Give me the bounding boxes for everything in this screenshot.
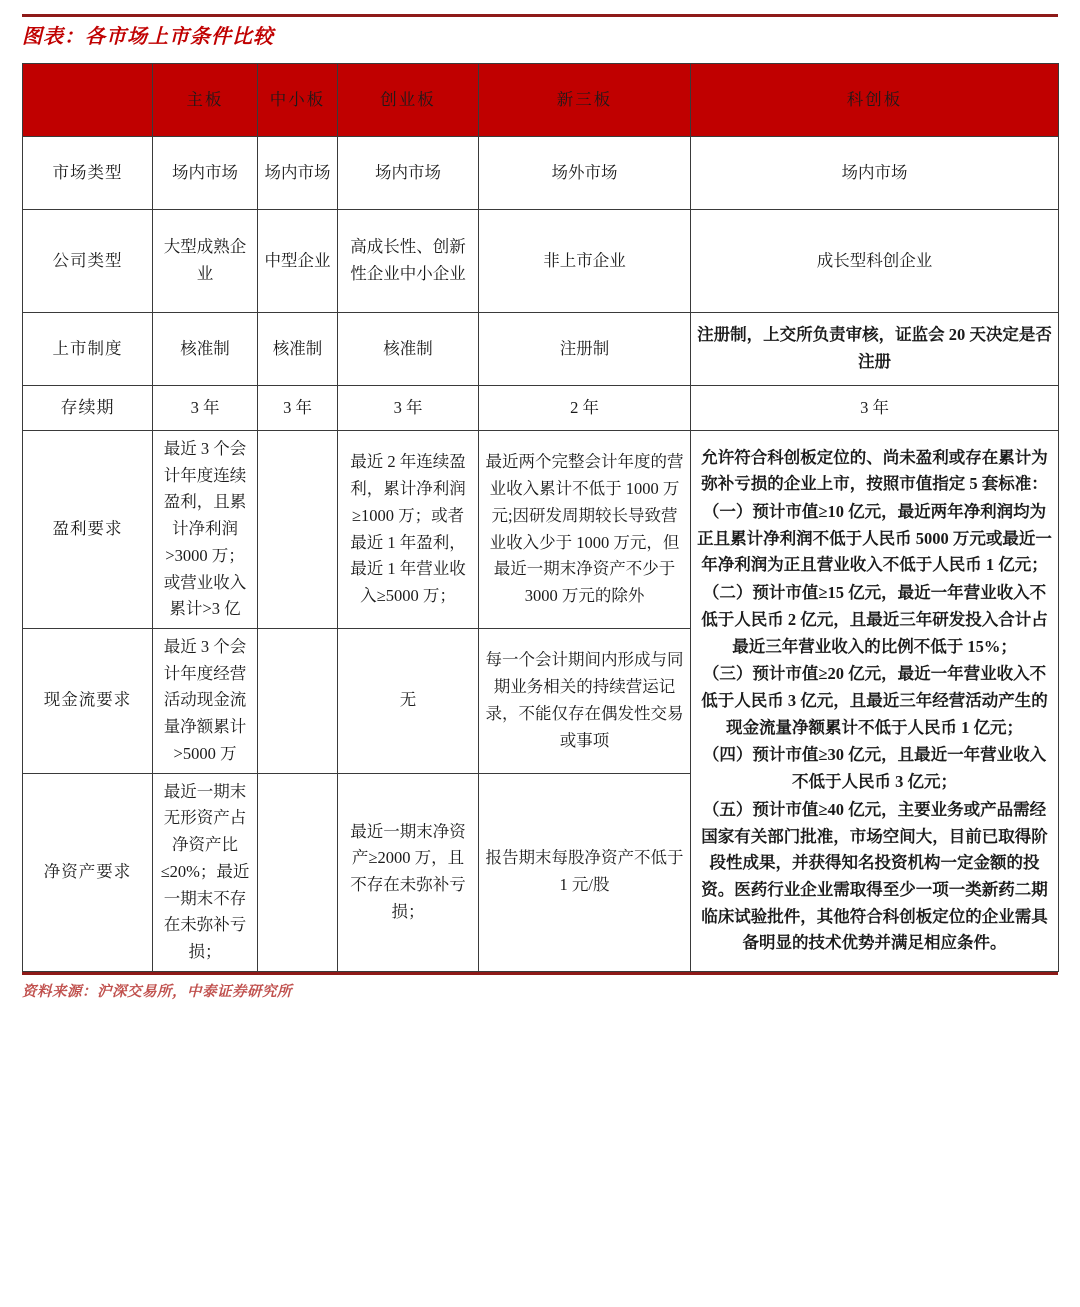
table-row — [23, 210, 1059, 313]
cell-duration-chuangyeban: 3 年 — [338, 386, 479, 431]
cell-cashflow-zhuban: 最近 3 个会计年度经营活动现金流量净额累计>5000 万 — [153, 629, 258, 774]
kechuangban-standard-1: （一）预计市值≥10 亿元，最近两年净利润均为正且累计净利润不低于人民币 5000 万元或最近一年净利润为正且营业收入不低于人民币 1 亿元； — [697, 501, 1052, 575]
kechuangban-standards-lead: 允许符合科创板定位的、尚未盈利或存在累计为弥补亏损的企业上市，按照市值指定 5 套标准： — [701, 447, 1048, 494]
cell-listing-system-kechuangban: 注册制，上交所负责审核，证监会 20 天决定是否注册 — [691, 313, 1059, 386]
table-row — [23, 431, 1059, 629]
cell-market-type-zhongxiaoban: 场内市场 — [258, 137, 338, 210]
cell-market-type-xinsanban: 场外市场 — [479, 137, 691, 210]
cell-duration-kechuangban: 3 年 — [691, 386, 1059, 431]
cell-netasset-zhuban: 最近一期末无形资产占净资产比≤20%；最近一期末不存在未弥补亏损； — [153, 773, 258, 971]
header-corner — [23, 64, 153, 137]
row-label-company-type: 公司类型 — [23, 210, 153, 313]
row-label-profit-requirement: 盈利要求 — [23, 431, 153, 629]
cell-listing-system-xinsanban: 注册制 — [479, 313, 691, 386]
cell-cashflow-zhongxiaoban — [258, 629, 338, 774]
kechuangban-standard-5: （五）预计市值≥40 亿元，主要业务或产品需经国家有关部门批准，市场空间大，目前已取得阶段性成果，并获得知名投资机构一定金额的投资。医药行业企业需取得至少一项一类新药二期临床试验批件，其他符合科创板定位的企业需具备明显的技术优势并满足相应条件。 — [701, 799, 1048, 953]
cell-company-type-chuangyeban: 高成长性、创新性企业中小企业 — [338, 210, 479, 313]
figure-title-band — [22, 14, 1058, 57]
header-chuangyeban: 创业板 — [338, 64, 479, 137]
cell-kechuangban-standards — [691, 431, 1059, 972]
header-kechuangban: 科创板 — [691, 64, 1059, 137]
figure-footer — [22, 972, 1058, 1001]
cell-company-type-kechuangban: 成长型科创企业 — [691, 210, 1059, 313]
listing-conditions-table — [22, 63, 1059, 972]
row-label-netasset-requirement: 净资产要求 — [23, 773, 153, 971]
table-header — [23, 64, 1059, 137]
figure-container — [0, 14, 1080, 1307]
row-label-duration: 存续期 — [23, 386, 153, 431]
cell-market-type-chuangyeban: 场内市场 — [338, 137, 479, 210]
cell-duration-xinsanban: 2 年 — [479, 386, 691, 431]
row-label-market-type: 市场类型 — [23, 137, 153, 210]
kechuangban-standard-3: （三）预计市值≥20 亿元，最近一年营业收入不低于人民币 3 亿元，且最近三年经营活动产生的现金流量净额累计不低于人民币 1 亿元； — [701, 664, 1048, 737]
cell-market-type-kechuangban: 场内市场 — [691, 137, 1059, 210]
cell-netasset-zhongxiaoban — [258, 773, 338, 971]
table-row — [23, 386, 1059, 431]
row-label-cashflow-requirement: 现金流要求 — [23, 629, 153, 774]
cell-profit-zhongxiaoban — [258, 431, 338, 629]
figure-title: 图表：各市场上市条件比较 — [22, 26, 274, 48]
cell-company-type-zhuban: 大型成熟企业 — [153, 210, 258, 313]
cell-company-type-xinsanban: 非上市企业 — [479, 210, 691, 313]
cell-listing-system-zhongxiaoban: 核准制 — [258, 313, 338, 386]
cell-profit-chuangyeban: 最近 2 年连续盈利，累计净利润≥1000 万；或者最近 1 年盈利，最近 1 年营业收入≥5000 万； — [338, 431, 479, 629]
cell-cashflow-xinsanban: 每一个会计期间内形成与同期业务相关的持续营运记录，不能仅存在偶发性交易或事项 — [479, 629, 691, 774]
cell-netasset-xinsanban: 报告期末每股净资产不低于 1 元/股 — [479, 773, 691, 971]
cell-cashflow-chuangyeban: 无 — [338, 629, 479, 774]
cell-duration-zhongxiaoban: 3 年 — [258, 386, 338, 431]
table-body — [23, 137, 1059, 972]
cell-company-type-zhongxiaoban: 中型企业 — [258, 210, 338, 313]
header-zhuban: 主板 — [153, 64, 258, 137]
header-xinsanban: 新三板 — [479, 64, 691, 137]
kechuangban-standard-4: （四）预计市值≥30 亿元，且最近一年营业收入不低于人民币 3 亿元； — [702, 745, 1047, 792]
row-label-listing-system: 上市制度 — [23, 313, 153, 386]
cell-profit-xinsanban: 最近两个完整会计年度的营业收入累计不低于 1000 万元;因研发周期较长导致营业收入少于 1000 万元，但最近一期末净资产不少于 3000 万元的除外 — [479, 431, 691, 629]
cell-listing-system-chuangyeban: 核准制 — [338, 313, 479, 386]
header-zhongxiaoban: 中小板 — [258, 64, 338, 137]
cell-netasset-chuangyeban: 最近一期末净资产≥2000 万，且不存在未弥补亏损； — [338, 773, 479, 971]
cell-market-type-zhuban: 场内市场 — [153, 137, 258, 210]
cell-duration-zhuban: 3 年 — [153, 386, 258, 431]
table-row — [23, 313, 1059, 386]
header-row — [23, 64, 1059, 137]
cell-profit-zhuban: 最近 3 个会计年度连续盈利，且累计净利润>3000 万；或营业收入累计>3 亿 — [153, 431, 258, 629]
figure-source: 资料来源：沪深交易所，中泰证券研究所 — [22, 983, 292, 1000]
cell-listing-system-zhuban: 核准制 — [153, 313, 258, 386]
kechuangban-standard-2: （二）预计市值≥15 亿元，最近一年营业收入不低于人民币 2 亿元，且最近三年研发投入合计占最近三年营业收入的比例不低于 15%； — [701, 583, 1048, 656]
table-row — [23, 137, 1059, 210]
